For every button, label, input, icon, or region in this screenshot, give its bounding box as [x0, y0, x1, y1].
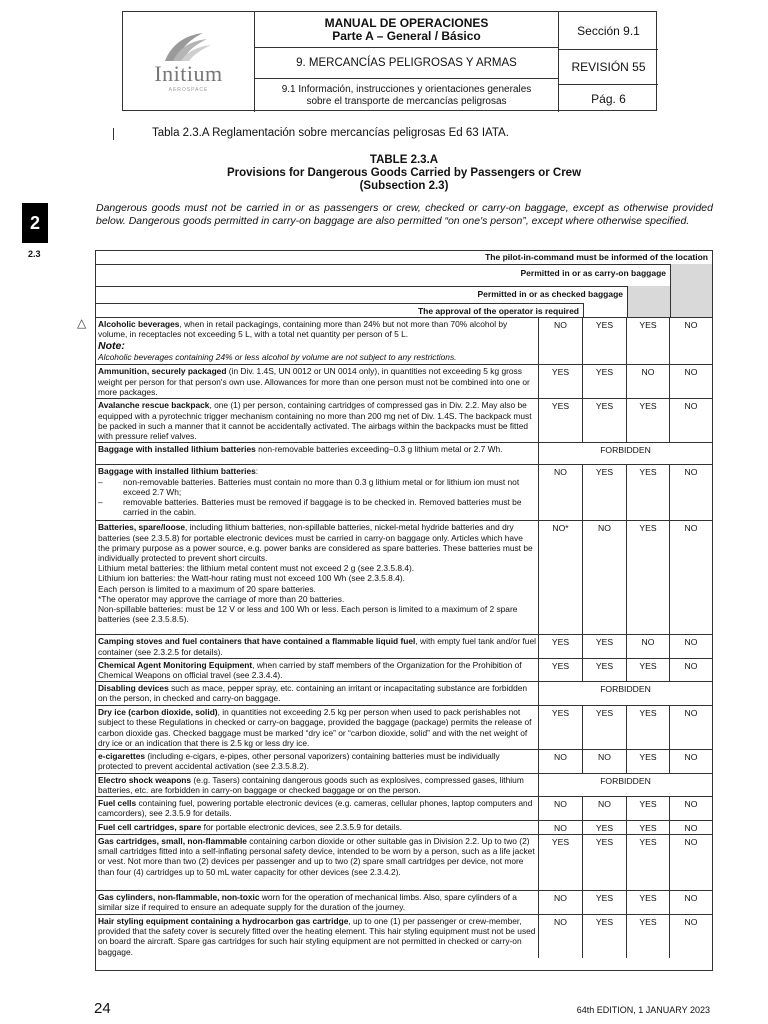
- pic-informed-cell: NO: [684, 660, 698, 671]
- table-row: [96, 890, 712, 914]
- item-title: Baggage with installed lithium batteries: [98, 444, 256, 455]
- approval-cell: NO: [539, 915, 583, 958]
- item-text: :: [255, 466, 259, 477]
- checked-cell: YES: [583, 465, 627, 520]
- subchapter-title: [255, 79, 558, 112]
- item-title: Electro shock weapons: [98, 774, 192, 785]
- item-description: [96, 318, 539, 340]
- checked-cell: YES: [583, 365, 627, 398]
- item-title: Gas cylinders, non-flammable, non-toxic: [98, 892, 260, 903]
- table-subsection: (Subsection 2.3): [359, 180, 449, 192]
- dash-item: [98, 497, 536, 517]
- item-description: [96, 915, 539, 958]
- checked-cell: NO: [583, 750, 627, 772]
- item-title: Hair styling equipment containing a hydrocarbon gas cartridge: [98, 916, 349, 927]
- company-logo: [123, 12, 255, 112]
- item-text: worn for the operation of mechanical limbs. Also, spare cylinders of a similar size if required to ensure an adequate supply for the duration of the journey.: [98, 892, 517, 913]
- pic-informed-cell: NO: [684, 367, 698, 378]
- item-description: [96, 399, 539, 442]
- item-extra-line: Each person is limited to a maximum of 20 spare batteries.: [98, 583, 316, 594]
- checked-cell: YES: [583, 915, 627, 958]
- table-caption: Tabla 2.3.A Reglamentación sobre mercancías peligrosas Ed 63 IATA.: [152, 127, 509, 139]
- pic-informed-cell: NO: [684, 320, 698, 330]
- table-heading: Provisions for Dangerous Goods Carried by Passengers or Crew: [226, 167, 582, 179]
- approval-cell: NO: [539, 821, 583, 834]
- item-text: , one (1) per person, containing cartridges of compressed gas in Div. 2.2. May also be equipped with a pyrotechnic trigger mechanism containing no more than 200 mg net of Div. 1.4S. The backpack must be packed in such a manner that it cannot be accidentally activated. The airbags within the backpacks must be fitted with pressure relief valves.: [98, 400, 532, 442]
- table-row: [96, 398, 712, 442]
- item-title: Gas cartridges, small, non-flammable: [98, 836, 247, 847]
- dash-item: [98, 477, 536, 497]
- item-description: [96, 835, 539, 890]
- item-description: [96, 635, 539, 657]
- item-text: containing carbon dioxide or other suitable gas in Division 2.2. Up to two (2) small cartridges fitted into a self-inflating personal safety device, intended to be worn by a person, such as a life jacket or vest. Not more than two (2) devices per passenger and up to two (2) spare small cartridges per device, not more than four (4) cartridges up to 50 mL water capacity for other devices (see 2.3.4.2).: [98, 836, 535, 877]
- header-carry-on: Permitted in or as carry-on baggage: [520, 268, 666, 278]
- checked-cell: NO: [583, 797, 627, 820]
- document-header: [122, 11, 657, 111]
- change-bar: [113, 128, 114, 140]
- approval-cell: NO: [539, 465, 583, 520]
- checked-cell: YES: [583, 891, 627, 914]
- table-body: [96, 317, 712, 958]
- carry-on-cell: YES: [627, 465, 670, 520]
- pic-informed-cell: NO: [684, 708, 698, 719]
- forbidden-cell: FORBIDDEN: [600, 445, 651, 456]
- table-row: [96, 364, 712, 398]
- empty-cell: [583, 340, 627, 364]
- approval-cell: NO: [539, 750, 583, 772]
- dash-char: –: [98, 476, 103, 487]
- empty-cell: [539, 340, 583, 364]
- checked-cell: NO: [583, 521, 627, 634]
- logo-subtext: AEROSPACE: [168, 87, 209, 93]
- item-extra-line: Lithium ion batteries: the Watt-hour rating must not exceed 100 Wh (see 2.3.5.8.4).: [98, 573, 405, 584]
- forbidden-cell: FORBIDDEN: [600, 775, 651, 786]
- table-row: [96, 464, 712, 520]
- note-heading: Note:: [98, 340, 125, 353]
- item-description: [96, 682, 539, 705]
- table-row: [96, 820, 712, 834]
- checked-cell: YES: [583, 635, 627, 657]
- item-title: Dry ice (carbon dioxide, solid): [98, 707, 218, 718]
- item-description: [96, 797, 539, 820]
- item-description: [96, 774, 539, 796]
- header-approval: The approval of the operator is required: [417, 306, 579, 316]
- item-description: [96, 365, 539, 398]
- forbidden-cell: FORBIDDEN: [600, 684, 651, 695]
- item-text: , with empty fuel tank and/or fuel container (see 2.3.2.5 for details).: [98, 636, 536, 657]
- wing-logo-icon: [159, 31, 219, 65]
- empty-cell: [627, 340, 670, 364]
- section-number: Sección 9.1: [559, 12, 658, 50]
- item-extra-line: *The operator may approve the carriage of more than 20 batteries.: [98, 593, 345, 604]
- table-row: [96, 634, 712, 657]
- item-title: Fuel cells: [98, 798, 137, 809]
- approval-cell: YES: [539, 635, 583, 657]
- manual-title-line: MANUAL DE OPERACIONES: [324, 15, 489, 30]
- table-row: [96, 705, 712, 749]
- item-text: , up to one (1) per passenger or crew-member, provided that the safety cover is securely fitted over the heating element. This hair styling equipment must not be used on board the aircraft. Spare gas cartridges for such hair styling equipment are not permitted in checked or carry-on baggage.: [98, 916, 536, 957]
- item-text: (e.g. Tasers) containing dangerous goods such as explosives, compressed gases, lithium batteries, etc. are forbidden in carry-on baggage or checked baggage or on the person.: [98, 774, 524, 795]
- pic-informed-cell: NO: [684, 917, 698, 928]
- carry-on-cell: YES: [627, 706, 670, 749]
- checked-cell: YES: [583, 318, 627, 340]
- item-description: [96, 521, 539, 634]
- chapter-tab: 2: [22, 203, 48, 243]
- approval-cell: YES: [539, 659, 583, 681]
- item-description: [96, 443, 539, 464]
- item-description: [96, 706, 539, 749]
- item-title: Chemical Agent Monitoring Equipment: [98, 659, 253, 670]
- page-number-header: Pág. 6: [591, 91, 626, 106]
- pic-informed-cell: NO: [684, 823, 698, 834]
- carry-on-cell: NO: [627, 365, 670, 398]
- table-row: [96, 773, 712, 796]
- pic-informed-cell: NO: [684, 752, 698, 763]
- chapter-title: 9. MERCANCÍAS PELIGROSAS Y ARMAS: [255, 48, 558, 79]
- item-text: (in Div. 1.4S, UN 0012 or UN 0014 only), in quantities not exceeding 5 kg gross weight per person for that person's own use. Allowances for more than one person must not be combined into one or more packages.: [98, 366, 530, 397]
- manual-part: Parte A – General / Básico: [332, 28, 481, 43]
- pic-informed-cell: NO: [684, 893, 698, 904]
- carry-on-cell: YES: [627, 915, 670, 958]
- item-title: Batteries, spare/loose: [98, 522, 186, 533]
- revision-number: REVISIÓN 55: [559, 50, 658, 85]
- item-title: Disabling devices: [98, 683, 169, 694]
- item-text: non-removable batteries exceeding–0.3 g lithium metal or 2.7 Wh.: [255, 444, 503, 455]
- carry-on-cell: YES: [627, 399, 670, 442]
- header-pic-informed: The pilot-in-command must be informed of the location: [485, 252, 708, 262]
- table-row: [96, 914, 712, 958]
- pic-informed-cell: NO: [684, 467, 698, 478]
- carry-on-cell: YES: [627, 750, 670, 772]
- approval-cell: YES: [539, 706, 583, 749]
- provisions-table: [95, 250, 713, 971]
- approval-cell: NO: [539, 318, 583, 340]
- item-text: such as mace, pepper spray, etc. containing an irritant or incapacitating substance are forbidden on the person, in checked and carry-on baggage.: [98, 683, 528, 704]
- checked-cell: YES: [583, 399, 627, 442]
- header-checked: Permitted in or as checked baggage: [477, 289, 623, 299]
- item-title: e-cigarettes: [98, 751, 146, 762]
- footer-edition: 64th EDITION, 1 JANUARY 2023: [576, 1005, 710, 1015]
- note-cell: [96, 340, 539, 364]
- carry-on-cell: YES: [627, 797, 670, 820]
- table-row: [96, 681, 712, 705]
- item-extra-line: Non-spillable batteries: must be 12 V or less and 100 Wh or less. Each person is limited to a maximum of 2 spare batteries (see 2.3.5.8.5).: [98, 604, 518, 625]
- table-row: [96, 520, 712, 634]
- item-description: [96, 891, 539, 914]
- item-description: [96, 821, 539, 834]
- approval-cell: NO: [539, 891, 583, 914]
- item-text: , when carried by staff members of the Organization for the Prohibition of Chemical Weapons on official travel (see 2.3.4.4).: [98, 659, 522, 681]
- table-row: [96, 796, 712, 820]
- approval-cell: NO*: [539, 521, 583, 634]
- item-text: for portable electronic devices, see 2.3.5.9 for details.: [201, 822, 402, 833]
- carry-on-cell: NO: [627, 635, 670, 657]
- table-row: [96, 442, 712, 464]
- pic-informed-cell: NO: [684, 523, 698, 534]
- item-description: [96, 659, 539, 681]
- carry-on-cell: YES: [627, 821, 670, 834]
- item-title: Avalanche rescue backpack: [98, 400, 210, 411]
- dash-char: –: [98, 497, 103, 508]
- approval-cell: YES: [539, 365, 583, 398]
- chapter-tab-sub: 2.3: [28, 249, 41, 259]
- item-title: Alcoholic beverages: [98, 319, 180, 329]
- item-title: Fuel cell cartridges, spare: [98, 822, 202, 833]
- checked-cell: YES: [583, 821, 627, 834]
- approval-cell: YES: [539, 399, 583, 442]
- pic-informed-cell: NO: [684, 637, 698, 648]
- carry-on-cell: YES: [627, 318, 670, 340]
- item-text: , in quantities not exceeding 2.5 kg per person when used to pack perishables not subject to these Regulations in checked or carry-on baggage, provided the baggage (package) permits the release of carbon dioxide gas. Checked baggage must be marked “dry ice” or “carbon dioxide, solid” and with the net weight of dry ice or an indication that there is 2.5 kg or less dry ice.: [98, 707, 532, 748]
- item-title: Ammunition, securely packaged: [98, 366, 227, 377]
- dash-text: non-removable batteries. Batteries must contain no more than 0.3 g lithium metal or for lithium ion must not exceed 2.7 Wh;: [123, 476, 520, 497]
- carry-on-cell: YES: [627, 835, 670, 890]
- subchapter-line-1: 9.1 Información, instrucciones y orientaciones generales: [281, 83, 532, 95]
- pic-informed-cell: NO: [684, 799, 698, 810]
- table-row: [96, 658, 712, 681]
- dash-text: removable batteries. Batteries must be removed if baggage is to be checked in. Removed batteries must be carried in the cabin.: [123, 497, 522, 518]
- manual-title: [255, 12, 558, 48]
- note-text: Alcoholic beverages containing 24% or less alcohol by volume are not subject to any restrictions.: [98, 351, 457, 362]
- intro-paragraph: Dangerous goods must not be carried in or as passengers or crew, checked or carry-on baggage, except as otherwise provided below. Dangerous goods permitted in carry-on baggage are also permitted “on one's person”, except where otherwise specified.: [96, 202, 713, 227]
- item-text: , when in retail packagings, containing more than 24% but not more than 70% alcohol by volume, in receptacles not exceeding 5 L, with a total net quantity per person of 5 L.: [98, 319, 508, 340]
- subchapter-line-2: sobre el transporte de mercancías peligrosas: [306, 95, 507, 107]
- pic-informed-cell: NO: [684, 837, 698, 848]
- item-text: (including e-cigars, e-pipes, other personal vaporizers) containing batteries must be individually protected to prevent accidental activation (see 2.3.5.8.2).: [98, 751, 500, 772]
- checked-cell: YES: [583, 659, 627, 681]
- checked-cell: YES: [583, 835, 627, 890]
- item-description: [96, 750, 539, 772]
- table-row: [96, 834, 712, 890]
- item-text: containing fuel, powering portable electronic devices (e.g. cameras, cellular phones, laptop computers and camcorders), see 2.3.5.9 for details.: [98, 798, 533, 819]
- item-description: [96, 465, 539, 520]
- carry-on-cell: YES: [627, 659, 670, 681]
- item-extra-line: Lithium metal batteries: the lithium metal content must not exceed 2 g (see 2.3.5.8.4).: [98, 563, 415, 574]
- revision-triangle-icon: △: [77, 316, 87, 330]
- pic-informed-cell: NO: [684, 401, 698, 412]
- approval-cell: NO: [539, 797, 583, 820]
- table-number: TABLE 2.3.A: [369, 154, 439, 166]
- approval-cell: YES: [539, 835, 583, 890]
- table-row: [96, 317, 712, 340]
- checked-cell: YES: [583, 706, 627, 749]
- empty-cell: [670, 340, 712, 364]
- table-row: [96, 340, 712, 364]
- table-row: [96, 749, 712, 772]
- footer-page-number: 24: [94, 1000, 111, 1017]
- logo-wordmark: Initium: [154, 61, 223, 86]
- item-title: Camping stoves and fuel containers that have contained a flammable liquid fuel: [98, 636, 416, 647]
- item-text: , including lithium batteries, non-spillable batteries, nickel-metal hydride batteries and dry batteries (see 2.3.5.8) for portable electronic devices must be carried in carry-on baggage only. Articles which have the primary purpose as a power source, e.g. power banks are considered as spare batteries. These batteries must be individually protected to prevent short circuits.: [98, 522, 533, 564]
- item-title: Baggage with installed lithium batteries: [98, 466, 256, 477]
- carry-on-cell: YES: [627, 521, 670, 634]
- carry-on-cell: YES: [627, 891, 670, 914]
